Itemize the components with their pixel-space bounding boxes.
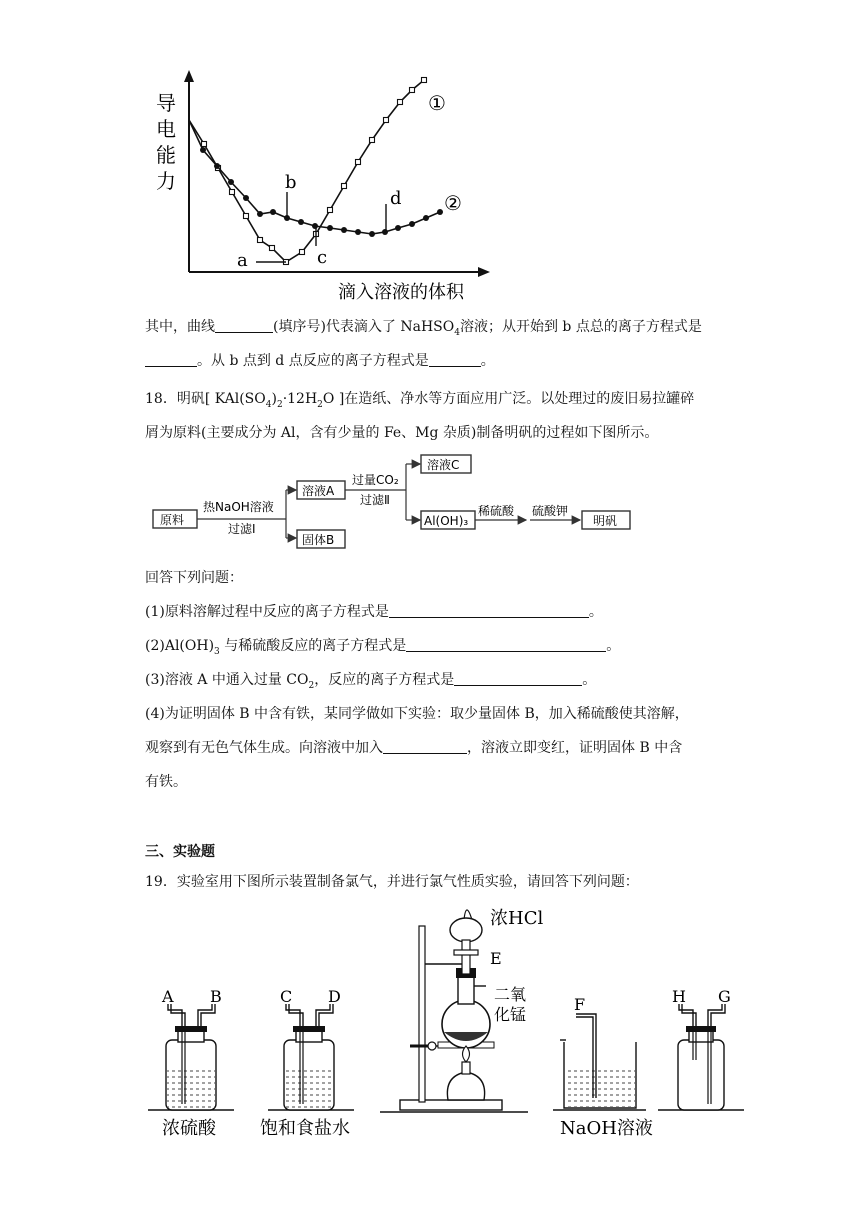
mno2-label-1: 二氧 xyxy=(494,985,527,1004)
y-label-char-3: 能 xyxy=(156,143,176,167)
curve-1-line xyxy=(189,80,424,262)
y-label-char-1: 导 xyxy=(156,91,176,115)
curve-1-marker xyxy=(300,250,305,255)
box-alum-label: 明矾 xyxy=(593,514,618,528)
curve-2-line xyxy=(189,120,440,234)
alum-flow-diagram xyxy=(148,454,648,554)
curve-1-marker xyxy=(258,238,263,243)
point-b-label: b xyxy=(285,172,297,193)
curve-1-marker xyxy=(328,208,333,213)
bottle-1-label: 浓硫酸 xyxy=(162,1118,216,1139)
q18-part-3-end: 。 xyxy=(582,672,597,688)
port-h-label: H xyxy=(672,987,686,1006)
curve-2-marker xyxy=(312,223,318,229)
box-solution-a-label: 溶液A xyxy=(302,484,335,498)
chlorine-apparatus xyxy=(148,900,758,1145)
q18-sub-2: 2 xyxy=(276,399,283,410)
curve-1-marker xyxy=(270,246,275,251)
curve-2-marker xyxy=(382,229,388,235)
box-solution-c-label: 溶液C xyxy=(427,458,460,472)
curve-2-marker xyxy=(341,227,347,233)
bottle-empty xyxy=(658,1004,744,1110)
q18-text-1a: 18．明矾[ KAl(SO xyxy=(145,391,266,407)
step2-top-label: 过量CO₂ xyxy=(352,473,399,487)
q18-part-4-line-1: (4)为证明固体 B 中含有铁，某同学做如下实验：取少量固体 B，加入稀硫酸使其溶解， xyxy=(145,706,689,722)
box-solid-b-label: 固体B xyxy=(302,533,335,547)
q18-part-2 xyxy=(145,636,620,662)
q17-line-2 xyxy=(145,351,495,371)
answer-prompt: 回答下列问题： xyxy=(145,570,243,586)
curve-2-marker xyxy=(257,211,263,217)
q18-part-4-c: ，溶液立即变红，证明固体 B 中含 xyxy=(467,740,683,756)
curve-2-marker xyxy=(200,147,206,153)
q18-part-1 xyxy=(145,602,603,622)
reagent-2-label: 硫酸钾 xyxy=(532,504,569,518)
curve-1-marker xyxy=(202,142,207,147)
box-raw-label: 原料 xyxy=(160,513,185,527)
port-f-label: F xyxy=(574,995,586,1014)
conductivity-graph xyxy=(140,70,500,310)
bottle-2-label: 饱和食盐水 xyxy=(260,1118,350,1139)
port-e-label: E xyxy=(490,949,502,968)
bottle-concentrated-sulfuric-acid xyxy=(148,1004,234,1110)
curve-1-marker xyxy=(356,160,361,165)
q17-line-1 xyxy=(145,317,702,343)
q18-text-1d: O ]在造纸、净水等方面应用广泛。以处理过的废旧易拉罐碎 xyxy=(322,391,695,407)
curve-1-marker xyxy=(342,184,347,189)
q17-text-1b: (填序号)代表滴入了 NaHSO xyxy=(273,319,455,335)
port-a-label: A xyxy=(162,987,174,1006)
q17-text-2b: 。 xyxy=(480,353,495,369)
step1-top-label: 热NaOH溶液 xyxy=(203,500,274,514)
q18-part-3-sub: 2 xyxy=(308,680,315,691)
beaker-label: NaOH溶液 xyxy=(560,1118,653,1139)
beaker-naoh xyxy=(553,1014,646,1110)
curve-1-marker xyxy=(398,100,403,105)
q18-part-4-line-2 xyxy=(145,738,682,758)
q17-blank-3[interactable] xyxy=(429,352,481,367)
q18-part-4-blank[interactable] xyxy=(383,739,467,754)
curve-2-marker xyxy=(214,163,220,169)
q18-part-1-text: (1)原料溶解过程中反应的离子方程式是 xyxy=(145,604,389,620)
curve-1-marker xyxy=(244,214,249,219)
port-c-label: C xyxy=(280,987,293,1006)
y-axis-arrow xyxy=(184,70,194,82)
q17-blank-2[interactable] xyxy=(145,352,197,367)
reagent-1-label: 稀硫酸 xyxy=(478,504,515,518)
q18-part-3 xyxy=(145,670,596,696)
curve-2-marker xyxy=(423,215,429,221)
q18-text-1c: ·12H xyxy=(282,391,318,407)
y-label-char-4: 力 xyxy=(156,169,176,193)
q18-part-3-a: (3)溶液 A 中通入过量 CO xyxy=(145,672,309,688)
q17-text-1c: 溶液；从开始到 b 点总的离子方程式是 xyxy=(459,319,702,335)
curve-2-marker xyxy=(327,225,333,231)
q18-line-2: 屑为原料(主要成分为 Al，含有少量的 Fe、Mg 杂质)制备明矾的过程如下图所示。 xyxy=(145,425,659,441)
section-3-title: 三、实验题 xyxy=(145,844,215,860)
step1-bottom-label: 过滤Ⅰ xyxy=(228,522,256,536)
q18-sub-3: 2 xyxy=(317,399,323,410)
q18-part-4-line-3: 有铁。 xyxy=(145,774,187,790)
point-c-label: c xyxy=(317,247,328,268)
q18-part-2-sub: 3 xyxy=(214,646,220,657)
curve-1-markers xyxy=(202,78,427,265)
q17-text-2a: 。从 b 点到 d 点反应的离子方程式是 xyxy=(197,353,429,369)
port-g-label: G xyxy=(718,987,731,1006)
point-d-label: d xyxy=(390,188,402,209)
conc-hcl-label: 浓HCl xyxy=(490,908,544,929)
curve-2-marker xyxy=(270,209,276,215)
q18-part-2-end: 。 xyxy=(606,638,621,654)
q18-line-1 xyxy=(145,389,694,415)
y-label-char-2: 电 xyxy=(156,117,176,141)
q17-text-1a: 其中，曲线 xyxy=(145,319,215,335)
q17-sub-1: 4 xyxy=(454,327,460,338)
x-label: 滴入溶液的体积 xyxy=(338,282,464,303)
curve-2-marker xyxy=(395,225,401,231)
q18-part-1-blank[interactable] xyxy=(389,603,589,618)
curve-1-marker xyxy=(230,190,235,195)
mno2-label-2: 化锰 xyxy=(494,1005,527,1024)
point-a-label: a xyxy=(237,250,248,271)
curve-1-marker xyxy=(370,138,375,143)
step2-bottom-label: 过滤Ⅱ xyxy=(360,493,390,507)
curve-2-marker xyxy=(355,229,361,235)
q18-part-2-blank[interactable] xyxy=(406,637,606,652)
curve-2-marker xyxy=(369,231,375,237)
curve-1-label: ① xyxy=(428,91,446,115)
q18-part-4-b: 观察到有无色气体生成。向溶液中加入 xyxy=(145,740,383,756)
curve-1-marker xyxy=(410,88,415,93)
box-aloh3-label: Al(OH)₃ xyxy=(424,514,469,528)
q18-part-3-blank[interactable] xyxy=(454,671,582,686)
q18-part-2-a: (2)Al(OH) xyxy=(145,638,215,654)
curve-2-label: ② xyxy=(444,191,462,215)
q18-part-1-end: 。 xyxy=(588,604,603,620)
q18-text-1b: ) xyxy=(271,391,277,407)
q18-part-3-b: ，反应的离子方程式是 xyxy=(314,672,455,688)
port-d-label: D xyxy=(328,987,341,1006)
curve-2-marker xyxy=(243,195,249,201)
curve-2-marker xyxy=(228,179,234,185)
curve-2-marker xyxy=(437,209,443,215)
q18-part-2-b: 与稀硫酸反应的离子方程式是 xyxy=(219,638,407,654)
x-axis-arrow xyxy=(478,267,490,277)
curve-1-marker xyxy=(422,78,427,83)
curve-2-marker xyxy=(298,219,304,225)
q19-text: 19．实验室用下图所示装置制备氯气，并进行氯气性质实验，请回答下列问题： xyxy=(145,874,639,890)
bottle-saturated-brine xyxy=(268,1004,354,1110)
q17-blank-1[interactable] xyxy=(215,318,273,333)
q18-sub-1: 4 xyxy=(265,399,272,410)
curve-1-marker xyxy=(384,118,389,123)
port-b-label: B xyxy=(210,987,222,1006)
curve-2-marker xyxy=(409,221,415,227)
